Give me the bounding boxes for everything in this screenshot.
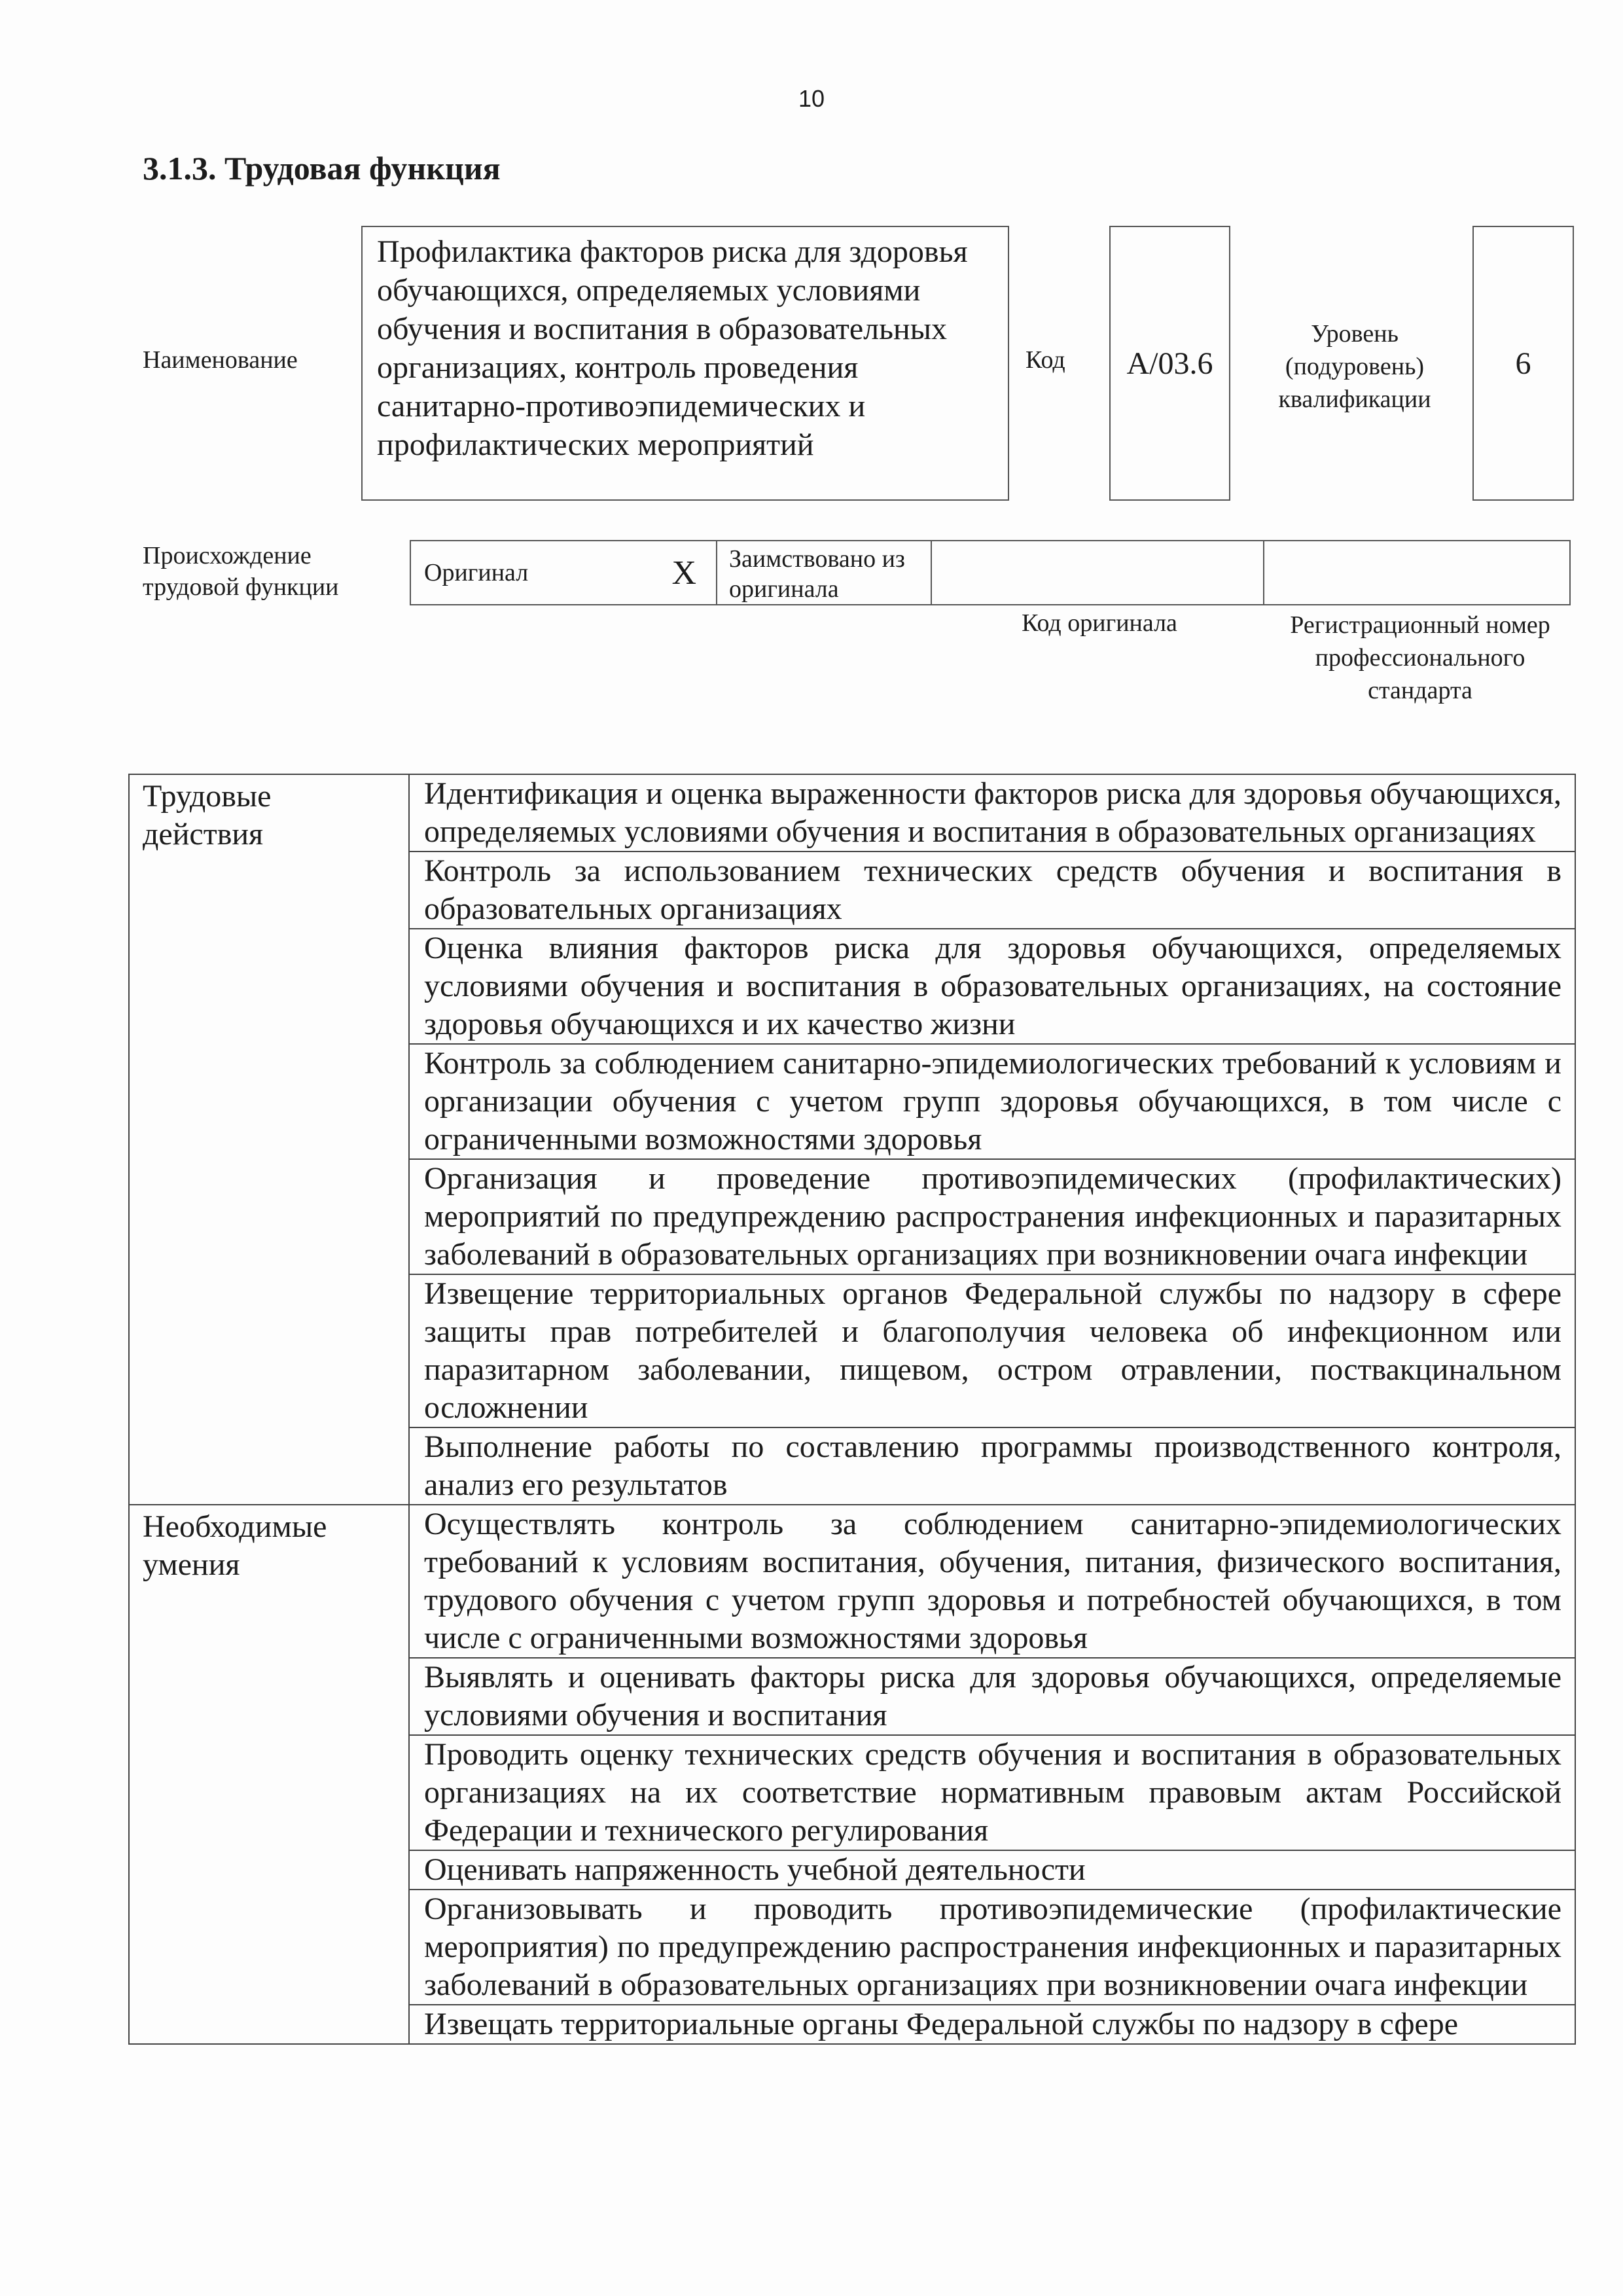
table-cell: Оценка влияния факторов риска для здоровья обучающихся, определяемых условиями обучения и воспитания в образовательных организациях, на состояние здоровья обучающихся и их качество жизни (409, 929, 1575, 1044)
table-cell: Оценивать напряженность учебной деятельности (409, 1850, 1575, 1890)
registration-caption: Регистрационный номер профессионального стандарта (1290, 611, 1550, 704)
section-title: 3.1.3. Трудовая функция (143, 150, 501, 187)
level-value-box: 6 (1472, 226, 1574, 501)
origin-original-mark: X (671, 554, 696, 592)
original-code-caption: Код оригинала (1022, 609, 1177, 637)
section-label-actions: Трудовые действия (129, 774, 409, 1505)
origin-original-cell (410, 540, 717, 605)
table-row (129, 774, 1575, 852)
table-row (129, 1505, 1575, 1658)
table-cell: Организовывать и проводить противоэпидемические (профилактические мероприятия) по предупреждению распространения инфекционных и паразитарных заболеваний в образовательных организациях при возникновении очага инфекции (409, 1890, 1575, 2005)
origin-borrowed-cell: Заимствовано из оригинала (716, 540, 932, 605)
name-label: Наименование (143, 346, 298, 374)
function-table (128, 774, 1576, 2045)
table-cell: Выявлять и оценивать факторы риска для здоровья обучающихся, определяемые условиями обучения и воспитания (409, 1658, 1575, 1735)
table-cell: Проводить оценку технических средств обучения и воспитания в образовательных организациях на их соответствие нормативным правовым актам Российской Федерации и технического регулирования (409, 1735, 1575, 1850)
code-label: Код (1026, 346, 1065, 374)
table-cell: Выполнение работы по составлению программы производственного контроля, анализ его результатов (409, 1427, 1575, 1505)
section-label-skills: Необходимые умения (129, 1505, 409, 2044)
table-cell: Осуществлять контроль за соблюдением санитарно-эпидемиологических требований к условиям воспитания, обучения, питания, физического воспитания, трудового обучения с учетом групп здоровья и потребностей обучающихся, в том числе с ограниченными возможностями здоровья (409, 1505, 1575, 1658)
origin-label: Происхождение трудовой функции (143, 542, 339, 601)
origin-row (411, 540, 1573, 605)
code-value-box: A/03.6 (1109, 226, 1230, 501)
table-cell: Контроль за соблюдением санитарно-эпидемиологических требований к условиям и организации обучения с учетом групп здоровья обучающихся, в том числе с ограниченными возможностями здоровья (409, 1044, 1575, 1159)
table-cell: Контроль за использованием технических средств обучения и воспитания в образовательных организациях (409, 852, 1575, 929)
origin-code-cell (931, 540, 1264, 605)
table-cell: Извещение территориальных органов Федеральной службы по надзору в сфере защиты прав потребителей и благополучия человека об инфекционном или паразитарном заболевании, пищевом, остром отравлении, поствакцинальном осложнении (409, 1274, 1575, 1427)
function-name-box: Профилактика факторов риска для здоровья обучающихся, определяемых условиями обучения и воспитания в образовательных организациях, контроль проведения санитарно-противоэпидемических и профилактических мероприятий (361, 226, 1009, 501)
origin-registration-cell (1263, 540, 1571, 605)
level-label: Уровень (подуровень) квалификации (1278, 320, 1431, 413)
table-cell: Идентификация и оценка выраженности факторов риска для здоровья обучающихся, определяемых условиями обучения и воспитания в образовательных организациях (409, 774, 1575, 852)
table-cell: Организация и проведение противоэпидемических (профилактических) мероприятий по предупреждению распространения инфекционных и паразитарных заболеваний в образовательных организациях при возникновении очага инфекции (409, 1159, 1575, 1274)
table-cell: Извещать территориальные органы Федеральной службы по надзору в сфере (409, 2005, 1575, 2044)
page-number: 10 (798, 85, 825, 112)
origin-original-label: Оригинал (424, 559, 529, 586)
